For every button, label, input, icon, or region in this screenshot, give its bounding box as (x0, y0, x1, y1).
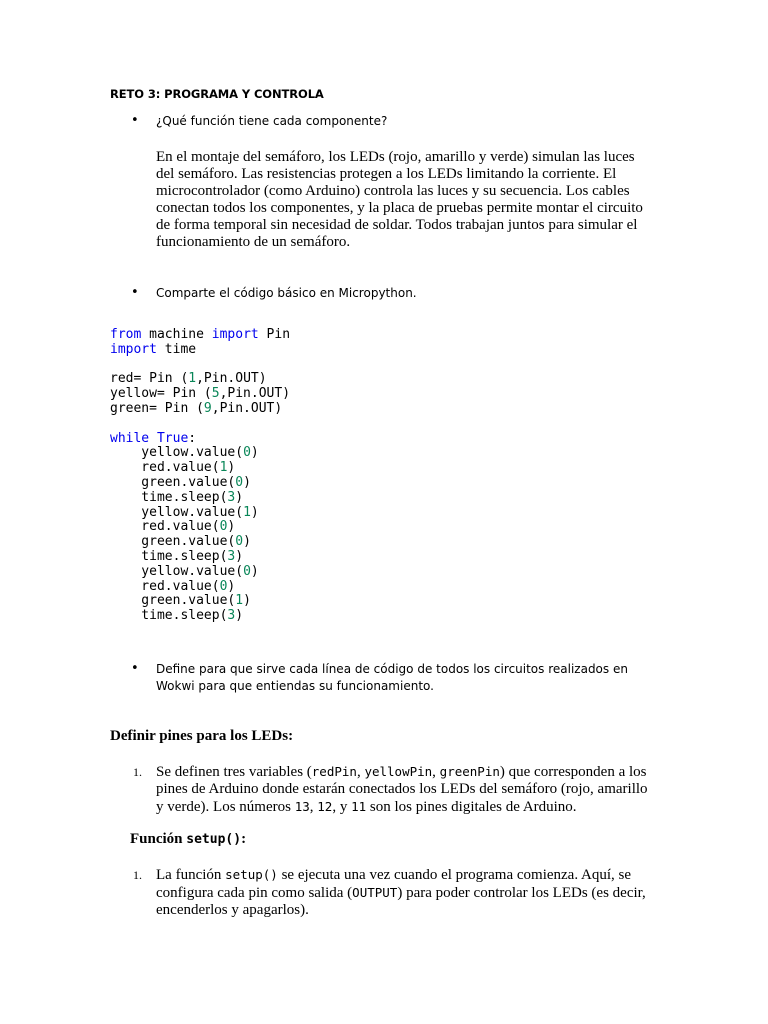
section-heading: Definir pines para los LEDs: (110, 728, 294, 744)
bullet-icon: • (131, 661, 139, 676)
bullet-text: Define para que sirve cada línea de código de todos los circuitos realizados en Wokwi para que entiendas su funcionamiento. (156, 662, 628, 693)
code-line: yellow.value(0) (110, 445, 259, 461)
code-line: green.value(1) (110, 593, 251, 609)
code-line: yellow= Pin (5,Pin.OUT) (110, 386, 291, 402)
code-line: green.value(0) (110, 474, 251, 490)
list-marker: 1. (133, 765, 142, 779)
code-line: time.sleep(3) (110, 489, 244, 505)
bullet-text: Comparte el código básico en Micropython. (156, 286, 417, 300)
code-line: red.value(1) (110, 460, 236, 476)
numbered-item-text: Se definen tres variables (redPin, yellowPin, greenPin) que corresponden a los pines de Arduino donde estarán conectados los LEDs del semáforo (rojo, amarillo y verde). Los números 13, 12, y 11 son los pines digitales de Arduino. (156, 764, 648, 815)
code-line: from machine import Pin (110, 327, 291, 342)
bullet-text: ¿Qué función tiene cada componente? (156, 114, 388, 128)
list-marker: 1. (133, 868, 142, 882)
code-line: time.sleep(3) (110, 548, 244, 564)
bullet-icon: • (131, 285, 139, 300)
answer-paragraph: En el montaje del semáforo, los LEDs (rojo, amarillo y verde) simulan las luces del semáforo. Las resistencias protegen a los LEDs limitando la corriente. El microcontrolador (como Arduino) controla las luces y su secuencia. Los cables conectan todos los componentes, y la placa de pruebas permite montar el circuito de forma temporal sin necesidad de soldar. Todos trabajan juntos para simular el funcionamiento de un semáforo. (156, 149, 643, 250)
code-line: red= Pin (1,Pin.OUT) (110, 371, 267, 387)
code-line: green.value(0) (110, 534, 251, 550)
subsection-heading: Función setup(): (130, 831, 247, 847)
numbered-item-text: La función setup() se ejecuta una vez cuando el programa comienza. Aquí, se configura cada pin como salida (OUTPUT) para poder controlar los LEDs (es decir, encenderlos y apagarlos). (156, 867, 646, 918)
bullet-icon: • (131, 113, 139, 128)
code-block (110, 328, 290, 624)
code-line: green= Pin (9,Pin.OUT) (110, 400, 283, 416)
code-line: yellow.value(1) (110, 504, 259, 520)
code-line: red.value(0) (110, 578, 236, 594)
code-line: while True: (110, 430, 197, 446)
code-line: yellow.value(0) (110, 563, 259, 579)
code-line: red.value(0) (110, 519, 236, 535)
document-title: RETO 3: PROGRAMA Y CONTROLA (110, 87, 324, 101)
code-line: import time (110, 341, 197, 357)
code-line: time.sleep(3) (110, 608, 244, 624)
